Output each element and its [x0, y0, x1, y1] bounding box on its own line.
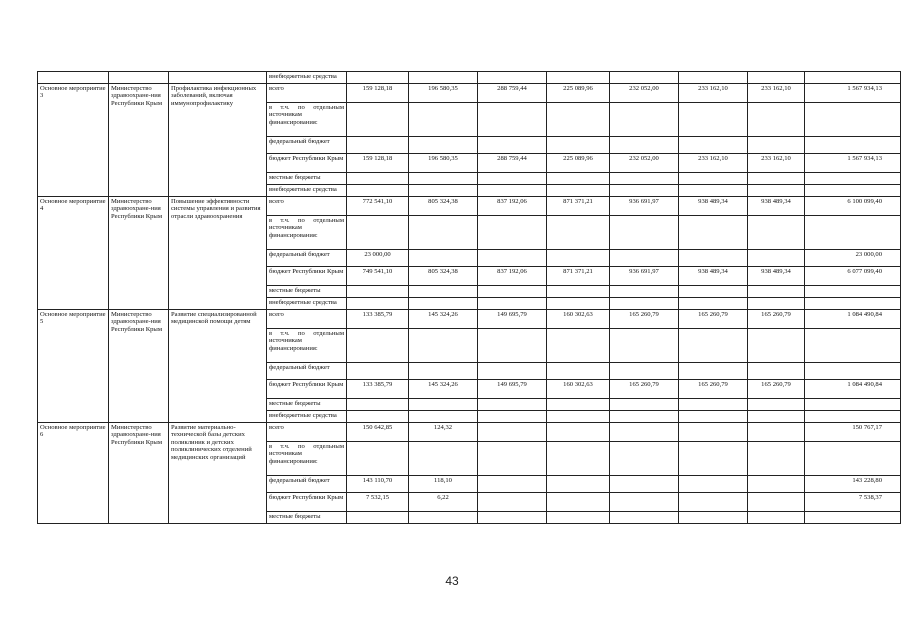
measure-name-cell: Основное мероприятие 4: [38, 197, 109, 310]
empty-cell: [610, 103, 679, 137]
amount-cell: [679, 493, 748, 512]
amount-cell: 7 538,37: [805, 493, 901, 512]
source-label-cell: всего: [267, 310, 347, 329]
empty-cell: [347, 399, 409, 411]
amount-cell: 225 089,96: [547, 84, 610, 103]
amount-cell: 1 567 934,13: [805, 84, 901, 103]
amount-cell: 837 192,06: [478, 267, 547, 286]
source-label-cell: в т.ч. по отдельным источникам финансирования:: [267, 216, 347, 250]
source-label-cell: бюджет Республики Крым: [267, 267, 347, 286]
amount-cell: 938 489,34: [679, 267, 748, 286]
source-label-cell: всего: [267, 84, 347, 103]
table-row: [38, 423, 901, 442]
empty-cell: [805, 185, 901, 197]
empty-cell: [748, 399, 805, 411]
amount-cell: [610, 493, 679, 512]
amount-cell: 805 324,38: [409, 267, 478, 286]
empty-cell: [347, 298, 409, 310]
source-label-cell: федеральный бюджет: [267, 250, 347, 267]
empty-cell: [547, 103, 610, 137]
amount-cell: [478, 363, 547, 380]
empty-cell: [748, 411, 805, 423]
amount-cell: 23 000,00: [805, 250, 901, 267]
empty-cell: [478, 72, 547, 84]
amount-cell: [547, 493, 610, 512]
amount-cell: 233 162,10: [679, 84, 748, 103]
table-row: [38, 310, 901, 329]
source-label-cell: бюджет Республики Крым: [267, 493, 347, 512]
amount-cell: 233 162,10: [679, 154, 748, 173]
amount-cell: 225 089,96: [547, 154, 610, 173]
amount-cell: [547, 476, 610, 493]
source-label-cell: всего: [267, 423, 347, 442]
amount-cell: 159 128,18: [347, 84, 409, 103]
description-cell: Развитие специализированной медицинской помощи детям: [169, 310, 267, 423]
empty-cell: [610, 399, 679, 411]
empty-cell: [347, 286, 409, 298]
empty-cell: [748, 329, 805, 363]
empty-cell: [610, 411, 679, 423]
amount-cell: 232 052,00: [610, 84, 679, 103]
empty-cell: [748, 298, 805, 310]
empty-cell: [478, 298, 547, 310]
amount-cell: [409, 137, 478, 154]
empty-cell: [679, 411, 748, 423]
empty-cell: [409, 72, 478, 84]
empty-cell: [610, 442, 679, 476]
amount-cell: 160 302,63: [547, 380, 610, 399]
source-label-cell: в т.ч. по отдельным источникам финансирования:: [267, 103, 347, 137]
amount-cell: 232 052,00: [610, 154, 679, 173]
table-row: [38, 197, 901, 216]
amount-cell: [409, 363, 478, 380]
amount-cell: 7 532,15: [347, 493, 409, 512]
amount-cell: 938 489,34: [748, 197, 805, 216]
empty-cell: [547, 173, 610, 185]
empty-cell: [409, 442, 478, 476]
empty-cell: [409, 411, 478, 423]
amount-cell: 165 260,79: [610, 310, 679, 329]
amount-cell: [610, 250, 679, 267]
empty-cell: [547, 286, 610, 298]
amount-cell: 938 489,34: [679, 197, 748, 216]
empty-cell: [409, 298, 478, 310]
empty-cell: [679, 173, 748, 185]
amount-cell: 149 695,79: [478, 380, 547, 399]
amount-cell: [547, 423, 610, 442]
amount-cell: 145 324,26: [409, 380, 478, 399]
empty-cell: [805, 103, 901, 137]
amount-cell: [610, 423, 679, 442]
source-label-cell: бюджет Республики Крым: [267, 380, 347, 399]
description-cell: Профилактика инфекционных заболеваний, включая иммунопрофилактику: [169, 84, 267, 197]
empty-cell: [610, 329, 679, 363]
empty-cell: [610, 216, 679, 250]
amount-cell: [805, 137, 901, 154]
amount-cell: 118,10: [409, 476, 478, 493]
empty-cell: [547, 298, 610, 310]
empty-cell: [478, 216, 547, 250]
empty-cell: [409, 512, 478, 524]
amount-cell: [748, 250, 805, 267]
empty-cell: [347, 72, 409, 84]
amount-cell: [478, 137, 547, 154]
empty-cell: [347, 329, 409, 363]
amount-cell: 805 324,38: [409, 197, 478, 216]
source-label-cell: в т.ч. по отдельным источникам финансирования:: [267, 442, 347, 476]
executor-cell: Министерство здравоохране-ния Республики Крым: [109, 84, 169, 197]
amount-cell: [610, 137, 679, 154]
executor-cell: Министерство здравоохране-ния Республики Крым: [109, 310, 169, 423]
amount-cell: [679, 423, 748, 442]
measure-name-cell: Основное мероприятие 6: [38, 423, 109, 524]
empty-cell: [805, 173, 901, 185]
amount-cell: [679, 250, 748, 267]
empty-cell: [805, 442, 901, 476]
empty-cell: [347, 173, 409, 185]
empty-cell: [679, 442, 748, 476]
amount-cell: 288 759,44: [478, 84, 547, 103]
amount-cell: 196 580,35: [409, 154, 478, 173]
empty-cell: [748, 173, 805, 185]
empty-cell: [748, 512, 805, 524]
amount-cell: 165 260,79: [748, 380, 805, 399]
amount-cell: 6 100 099,40: [805, 197, 901, 216]
empty-cell: [610, 286, 679, 298]
empty-cell: [409, 173, 478, 185]
amount-cell: 288 759,44: [478, 154, 547, 173]
empty-cell: [547, 72, 610, 84]
amount-cell: [748, 476, 805, 493]
amount-cell: 6 077 099,40: [805, 267, 901, 286]
amount-cell: [748, 137, 805, 154]
empty-cell: [547, 442, 610, 476]
empty-cell: [478, 411, 547, 423]
empty-cell: [679, 399, 748, 411]
empty-cell: [478, 442, 547, 476]
amount-cell: 165 260,79: [679, 310, 748, 329]
amount-cell: 936 691,97: [610, 267, 679, 286]
amount-cell: 124,32: [409, 423, 478, 442]
amount-cell: 772 541,10: [347, 197, 409, 216]
empty-cell: [347, 185, 409, 197]
amount-cell: [748, 363, 805, 380]
source-label-cell: федеральный бюджет: [267, 363, 347, 380]
empty-cell: [610, 185, 679, 197]
empty-cell: [547, 185, 610, 197]
empty-cell: [679, 298, 748, 310]
empty-cell: [547, 512, 610, 524]
amount-cell: 1 567 934,13: [805, 154, 901, 173]
source-label-cell: местные бюджеты: [267, 173, 347, 185]
amount-cell: 938 489,34: [748, 267, 805, 286]
amount-cell: 145 324,26: [409, 310, 478, 329]
table-row: [38, 72, 901, 84]
empty-cell: [478, 399, 547, 411]
empty-cell: [409, 286, 478, 298]
amount-cell: 196 580,35: [409, 84, 478, 103]
source-label-cell: федеральный бюджет: [267, 137, 347, 154]
empty-cell: [478, 173, 547, 185]
amount-cell: [610, 476, 679, 493]
empty-cell: [347, 512, 409, 524]
amount-cell: [679, 476, 748, 493]
amount-cell: 749 541,10: [347, 267, 409, 286]
amount-cell: [347, 137, 409, 154]
empty-cell: [478, 512, 547, 524]
amount-cell: [805, 363, 901, 380]
empty-cell: [169, 72, 267, 84]
amount-cell: 150 642,85: [347, 423, 409, 442]
empty-cell: [679, 286, 748, 298]
amount-cell: 233 162,10: [748, 154, 805, 173]
amount-cell: 160 302,63: [547, 310, 610, 329]
amount-cell: [610, 363, 679, 380]
table-body: [38, 72, 901, 524]
source-label-cell: бюджет Республики Крым: [267, 154, 347, 173]
source-label-cell: внебюджетные средства: [267, 298, 347, 310]
amount-cell: 871 371,21: [547, 197, 610, 216]
empty-cell: [805, 329, 901, 363]
empty-cell: [547, 411, 610, 423]
empty-cell: [610, 298, 679, 310]
amount-cell: [547, 250, 610, 267]
empty-cell: [409, 103, 478, 137]
empty-cell: [679, 72, 748, 84]
source-label-cell: федеральный бюджет: [267, 476, 347, 493]
financing-table: [37, 71, 901, 524]
amount-cell: 143 110,70: [347, 476, 409, 493]
empty-cell: [805, 512, 901, 524]
empty-cell: [679, 512, 748, 524]
amount-cell: [547, 137, 610, 154]
amount-cell: 837 192,06: [478, 197, 547, 216]
empty-cell: [610, 512, 679, 524]
empty-cell: [478, 329, 547, 363]
source-label-cell: внебюджетные средства: [267, 72, 347, 84]
amount-cell: [478, 250, 547, 267]
empty-cell: [547, 399, 610, 411]
empty-cell: [478, 185, 547, 197]
table-row: [38, 84, 901, 103]
empty-cell: [748, 185, 805, 197]
source-label-cell: в т.ч. по отдельным источникам финансирования:: [267, 329, 347, 363]
amount-cell: 6,22: [409, 493, 478, 512]
empty-cell: [679, 216, 748, 250]
measure-name-cell: Основное мероприятие 3: [38, 84, 109, 197]
page-number: 43: [445, 574, 459, 588]
description-cell: Повышение эффективности системы управления и развития отрасли здравоохранения: [169, 197, 267, 310]
empty-cell: [409, 399, 478, 411]
amount-cell: 1 084 490,84: [805, 380, 901, 399]
source-label-cell: внебюджетные средства: [267, 185, 347, 197]
amount-cell: 936 691,97: [610, 197, 679, 216]
amount-cell: [679, 363, 748, 380]
empty-cell: [409, 185, 478, 197]
source-label-cell: местные бюджеты: [267, 512, 347, 524]
empty-cell: [38, 72, 109, 84]
amount-cell: [748, 493, 805, 512]
empty-cell: [748, 216, 805, 250]
empty-cell: [347, 103, 409, 137]
amount-cell: 143 228,80: [805, 476, 901, 493]
amount-cell: [478, 493, 547, 512]
empty-cell: [610, 173, 679, 185]
empty-cell: [805, 298, 901, 310]
amount-cell: 233 162,10: [748, 84, 805, 103]
empty-cell: [748, 103, 805, 137]
amount-cell: [347, 363, 409, 380]
amount-cell: [679, 137, 748, 154]
empty-cell: [478, 286, 547, 298]
empty-cell: [748, 72, 805, 84]
empty-cell: [805, 72, 901, 84]
empty-cell: [109, 72, 169, 84]
description-cell: Развитие материально-технической базы детских поликлиник и детских поликлинических отделений медицинских организаций: [169, 423, 267, 524]
empty-cell: [347, 216, 409, 250]
amount-cell: 165 260,79: [748, 310, 805, 329]
empty-cell: [805, 216, 901, 250]
amount-cell: [547, 363, 610, 380]
empty-cell: [409, 216, 478, 250]
amount-cell: 165 260,79: [610, 380, 679, 399]
measure-name-cell: Основное мероприятие 5: [38, 310, 109, 423]
empty-cell: [347, 411, 409, 423]
empty-cell: [805, 411, 901, 423]
empty-cell: [547, 216, 610, 250]
empty-cell: [547, 329, 610, 363]
source-label-cell: местные бюджеты: [267, 286, 347, 298]
amount-cell: 133 385,79: [347, 310, 409, 329]
empty-cell: [478, 103, 547, 137]
source-label-cell: местные бюджеты: [267, 399, 347, 411]
empty-cell: [679, 185, 748, 197]
amount-cell: [748, 423, 805, 442]
empty-cell: [409, 329, 478, 363]
amount-cell: 149 695,79: [478, 310, 547, 329]
amount-cell: 1 084 490,84: [805, 310, 901, 329]
empty-cell: [748, 286, 805, 298]
empty-cell: [748, 442, 805, 476]
amount-cell: 133 385,79: [347, 380, 409, 399]
empty-cell: [805, 286, 901, 298]
source-label-cell: внебюджетные средства: [267, 411, 347, 423]
amount-cell: [409, 250, 478, 267]
executor-cell: Министерство здравоохране-ния Республики Крым: [109, 423, 169, 524]
amount-cell: [478, 423, 547, 442]
empty-cell: [610, 72, 679, 84]
amount-cell: 871 371,21: [547, 267, 610, 286]
amount-cell: 150 767,17: [805, 423, 901, 442]
amount-cell: [478, 476, 547, 493]
amount-cell: 159 128,18: [347, 154, 409, 173]
empty-cell: [347, 442, 409, 476]
empty-cell: [679, 329, 748, 363]
amount-cell: 23 000,00: [347, 250, 409, 267]
empty-cell: [805, 399, 901, 411]
source-label-cell: всего: [267, 197, 347, 216]
empty-cell: [679, 103, 748, 137]
executor-cell: Министерство здравоохране-ния Республики Крым: [109, 197, 169, 310]
amount-cell: 165 260,79: [679, 380, 748, 399]
